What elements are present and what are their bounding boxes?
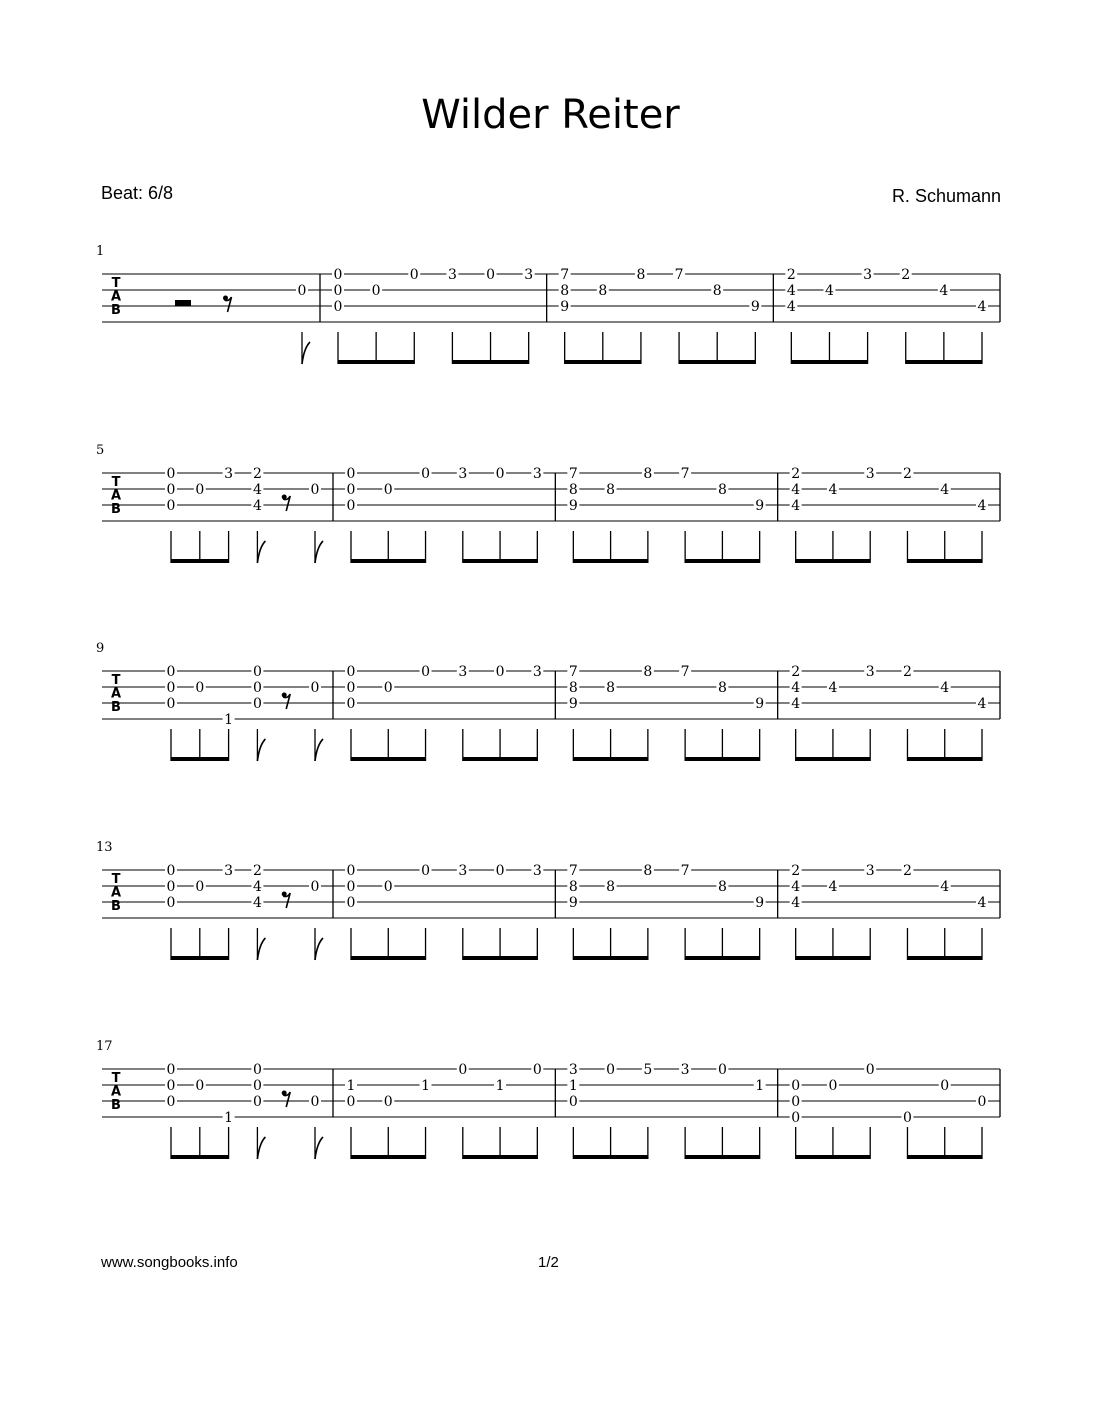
note-beam <box>565 360 641 364</box>
tab-system <box>96 1039 1000 1159</box>
fret-number: 7 <box>680 863 690 879</box>
note-beam <box>351 559 426 563</box>
fret-number: 0 <box>297 283 307 299</box>
fret-number: 0 <box>346 696 356 712</box>
fret-number: 0 <box>346 1094 356 1110</box>
fret-number: 4 <box>791 895 801 911</box>
note-flag <box>257 541 265 563</box>
note-beam <box>171 559 229 563</box>
fret-number: 8 <box>717 879 727 895</box>
fret-number: 0 <box>532 1062 542 1078</box>
fret-number: 7 <box>568 466 578 482</box>
fret-number: 8 <box>568 879 578 895</box>
tab-clef-letter: B <box>111 502 121 517</box>
fret-number: 4 <box>940 680 950 696</box>
note-beam <box>171 757 229 761</box>
fret-number: 1 <box>755 1078 765 1094</box>
note-beam <box>463 1155 538 1159</box>
note-beam <box>452 360 528 364</box>
fret-number: 4 <box>977 498 987 514</box>
fret-number: 0 <box>791 1094 801 1110</box>
fret-number: 9 <box>568 895 578 911</box>
fret-number: 4 <box>252 879 262 895</box>
fret-number: 0 <box>195 680 205 696</box>
tab-clef-letter: A <box>110 686 122 702</box>
tab-clef-letter: T <box>111 872 121 887</box>
fret-number: 3 <box>458 863 468 879</box>
fret-number: 9 <box>750 299 760 315</box>
fret-number: 4 <box>977 696 987 712</box>
fret-number: 9 <box>560 299 570 315</box>
measure-number: 9 <box>96 641 105 656</box>
fret-number: 0 <box>568 1094 578 1110</box>
fret-number: 2 <box>252 863 262 879</box>
fret-number: 0 <box>346 680 356 696</box>
fret-number: 3 <box>532 466 542 482</box>
fret-number: 0 <box>346 664 356 680</box>
note-beam <box>907 757 982 761</box>
note-beam <box>791 360 867 364</box>
note-flag <box>257 938 265 960</box>
tab-clef-letter: T <box>111 1071 121 1086</box>
fret-number: 0 <box>940 1078 950 1094</box>
note-beam <box>906 360 982 364</box>
fret-number: 0 <box>195 1078 205 1094</box>
fret-number: 0 <box>310 680 320 696</box>
note-beam <box>796 559 871 563</box>
fret-number: 8 <box>606 680 616 696</box>
fret-number: 8 <box>717 482 727 498</box>
fret-number: 0 <box>346 482 356 498</box>
fret-number: 3 <box>224 466 234 482</box>
fret-number: 0 <box>495 664 505 680</box>
fret-number: 1 <box>495 1078 505 1094</box>
fret-number: 0 <box>333 267 343 283</box>
tab-clef-letter: T <box>111 673 121 688</box>
note-beam <box>573 559 648 563</box>
tab-clef-letter: B <box>111 700 121 715</box>
fret-number: 0 <box>166 498 176 514</box>
note-beam <box>685 956 760 960</box>
fret-number: 2 <box>791 863 801 879</box>
fret-number: 7 <box>560 267 570 283</box>
note-beam <box>351 757 426 761</box>
fret-number: 1 <box>224 712 234 728</box>
fret-number: 0 <box>252 1078 262 1094</box>
fret-number: 4 <box>791 680 801 696</box>
fret-number: 4 <box>940 482 950 498</box>
fret-number: 9 <box>755 696 765 712</box>
fret-number: 4 <box>252 895 262 911</box>
tab-system <box>96 840 1000 960</box>
note-beam <box>796 956 871 960</box>
fret-number: 0 <box>166 1062 176 1078</box>
fret-number: 0 <box>346 466 356 482</box>
fret-number: 1 <box>346 1078 356 1094</box>
fret-number: 3 <box>524 267 534 283</box>
measure-number: 5 <box>96 443 105 458</box>
fret-number: 8 <box>643 664 653 680</box>
note-beam <box>679 360 755 364</box>
fret-number: 0 <box>310 1094 320 1110</box>
fret-number: 3 <box>865 466 875 482</box>
note-beam <box>907 956 982 960</box>
fret-number: 8 <box>636 267 646 283</box>
tab-clef-letter: T <box>111 475 121 490</box>
fret-number: 2 <box>901 267 911 283</box>
fret-number: 3 <box>532 863 542 879</box>
fret-number: 8 <box>568 680 578 696</box>
fret-number: 8 <box>717 680 727 696</box>
tab-system <box>96 443 1000 563</box>
fret-number: 0 <box>606 1062 616 1078</box>
tab-clef-letter: B <box>111 1098 121 1113</box>
note-beam <box>351 1155 426 1159</box>
fret-number: 2 <box>903 863 912 879</box>
measure-number: 13 <box>96 840 113 855</box>
note-flag <box>315 938 323 960</box>
fret-number: 3 <box>865 863 875 879</box>
fret-number: 0 <box>903 1110 912 1126</box>
note-beam <box>573 757 648 761</box>
note-beam <box>171 1155 229 1159</box>
fret-number: 2 <box>791 466 801 482</box>
fret-number: 4 <box>828 482 838 498</box>
fret-number: 0 <box>346 895 356 911</box>
fret-number: 0 <box>383 1094 393 1110</box>
fret-number: 0 <box>252 680 262 696</box>
fret-number: 0 <box>495 466 505 482</box>
fret-number: 7 <box>568 863 578 879</box>
fret-number: 0 <box>865 1062 875 1078</box>
note-beam <box>351 956 426 960</box>
fret-number: 0 <box>828 1078 838 1094</box>
tab-system <box>96 244 1000 364</box>
fret-number: 7 <box>680 466 690 482</box>
note-flag <box>315 739 323 761</box>
fret-number: 4 <box>791 696 801 712</box>
fret-number: 1 <box>224 1110 234 1126</box>
fret-number: 4 <box>786 283 796 299</box>
time-signature-label: Beat: 6/8 <box>101 183 174 203</box>
tab-clef-letter: A <box>110 488 122 504</box>
fret-number: 0 <box>310 879 320 895</box>
fret-number: 4 <box>828 879 838 895</box>
fret-number: 0 <box>409 267 419 283</box>
fret-number: 0 <box>383 680 393 696</box>
note-flag <box>302 342 310 364</box>
fret-number: 0 <box>166 879 176 895</box>
fret-number: 0 <box>252 664 262 680</box>
fret-number: 9 <box>755 895 765 911</box>
fret-number: 4 <box>252 498 262 514</box>
tab-system <box>96 641 1000 761</box>
fret-number: 1 <box>568 1078 578 1094</box>
fret-number: 8 <box>643 466 653 482</box>
fret-number: 0 <box>421 664 430 680</box>
fret-number: 2 <box>791 664 801 680</box>
note-flag <box>315 541 323 563</box>
fret-number: 3 <box>863 267 873 283</box>
fret-number: 8 <box>606 482 616 498</box>
fret-number: 0 <box>371 283 381 299</box>
note-beam <box>685 1155 760 1159</box>
fret-number: 8 <box>643 863 653 879</box>
tab-clef-letter: A <box>110 1084 122 1100</box>
fret-number: 7 <box>680 664 690 680</box>
fret-number: 3 <box>447 267 457 283</box>
fret-number: 0 <box>166 696 176 712</box>
note-beam <box>171 956 229 960</box>
note-beam <box>796 1155 871 1159</box>
fret-number: 4 <box>791 482 801 498</box>
note-beam <box>463 757 538 761</box>
fret-number: 0 <box>421 863 430 879</box>
fret-number: 0 <box>252 1062 262 1078</box>
note-beam <box>907 559 982 563</box>
fret-number: 0 <box>977 1094 987 1110</box>
note-beam <box>463 956 538 960</box>
fret-number: 0 <box>346 498 356 514</box>
fret-number: 0 <box>166 664 176 680</box>
fret-number: 3 <box>680 1062 690 1078</box>
fret-number: 0 <box>495 863 505 879</box>
fret-number: 0 <box>252 1094 262 1110</box>
fret-number: 8 <box>568 482 578 498</box>
note-flag <box>257 1137 265 1159</box>
fret-number: 2 <box>903 664 912 680</box>
fret-number: 5 <box>643 1062 653 1078</box>
fret-number: 8 <box>560 283 570 299</box>
fret-number: 0 <box>166 895 176 911</box>
fret-number: 4 <box>786 299 796 315</box>
fret-number: 0 <box>166 466 176 482</box>
fret-number: 3 <box>458 466 468 482</box>
fret-number: 4 <box>791 879 801 895</box>
fret-number: 0 <box>310 482 320 498</box>
fret-number: 0 <box>346 863 356 879</box>
fret-number: 2 <box>903 466 912 482</box>
note-flag <box>315 1137 323 1159</box>
tab-clef-letter: B <box>111 303 121 318</box>
fret-number: 0 <box>252 696 262 712</box>
fret-number: 4 <box>977 895 987 911</box>
fret-number: 9 <box>755 498 765 514</box>
fret-number: 0 <box>791 1110 801 1126</box>
measure-number: 17 <box>96 1039 113 1054</box>
fret-number: 1 <box>421 1078 430 1094</box>
fret-number: 0 <box>333 299 343 315</box>
fret-number: 0 <box>486 267 495 283</box>
measure-number: 1 <box>96 244 105 259</box>
fret-number: 8 <box>606 879 616 895</box>
fret-number: 4 <box>825 283 834 299</box>
tab-clef-letter: T <box>111 276 121 291</box>
tab-clef-letter: A <box>110 885 122 901</box>
fret-number: 3 <box>224 863 234 879</box>
tab-clef-letter: A <box>110 289 122 305</box>
note-beam <box>907 1155 982 1159</box>
fret-number: 0 <box>166 680 176 696</box>
fret-number: 0 <box>421 466 430 482</box>
footer-url: www.songbooks.info <box>101 1254 238 1271</box>
composer-label: R. Schumann <box>891 186 1001 206</box>
fret-number: 0 <box>383 482 393 498</box>
fret-number: 0 <box>717 1062 727 1078</box>
fret-number: 3 <box>458 664 468 680</box>
note-beam <box>796 757 871 761</box>
fret-number: 4 <box>252 482 262 498</box>
fret-number: 9 <box>568 696 578 712</box>
fret-number: 0 <box>383 879 393 895</box>
page-title: Wilder Reiter <box>421 92 680 138</box>
fret-number: 4 <box>977 299 987 315</box>
tab-clef-letter: B <box>111 899 121 914</box>
fret-number: 9 <box>568 498 578 514</box>
fret-number: 4 <box>791 498 801 514</box>
fret-number: 0 <box>166 1094 176 1110</box>
note-flag <box>257 739 265 761</box>
fret-number: 3 <box>532 664 542 680</box>
note-beam <box>463 559 538 563</box>
fret-number: 3 <box>568 1062 578 1078</box>
fret-number: 3 <box>865 664 875 680</box>
fret-number: 0 <box>195 482 205 498</box>
note-beam <box>685 757 760 761</box>
fret-number: 4 <box>939 283 949 299</box>
fret-number: 2 <box>252 466 262 482</box>
fret-number: 0 <box>166 482 176 498</box>
note-beam <box>573 956 648 960</box>
note-beam <box>573 1155 648 1159</box>
fret-number: 0 <box>166 863 176 879</box>
page-number: 1/2 <box>538 1254 559 1271</box>
note-beam <box>338 360 414 364</box>
fret-number: 0 <box>166 1078 176 1094</box>
fret-number: 0 <box>195 879 205 895</box>
fret-number: 0 <box>333 283 343 299</box>
fret-number: 2 <box>786 267 796 283</box>
fret-number: 7 <box>568 664 578 680</box>
fret-number: 4 <box>828 680 838 696</box>
fret-number: 0 <box>791 1078 801 1094</box>
fret-number: 7 <box>674 267 684 283</box>
fret-number: 8 <box>712 283 722 299</box>
fret-number: 0 <box>346 879 356 895</box>
fret-number: 0 <box>458 1062 468 1078</box>
half-rest-symbol <box>175 300 191 306</box>
fret-number: 4 <box>940 879 950 895</box>
note-beam <box>685 559 760 563</box>
fret-number: 8 <box>598 283 608 299</box>
